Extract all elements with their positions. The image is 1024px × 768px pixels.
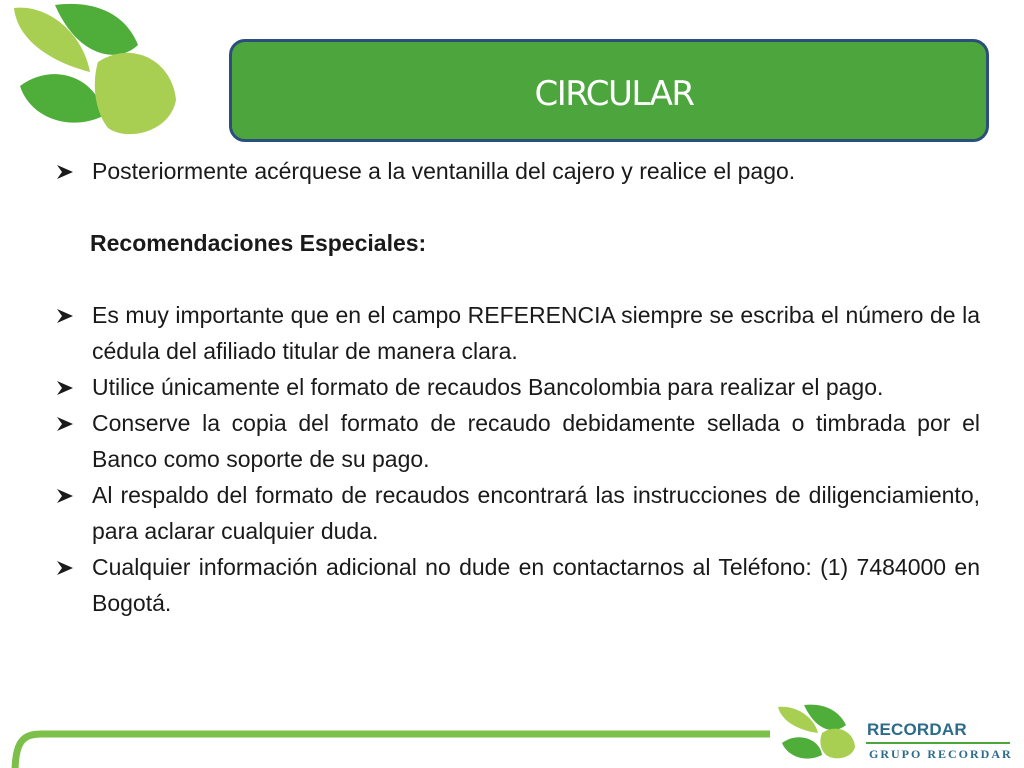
recommendation-item xyxy=(55,549,980,621)
leaf-logo-icon xyxy=(0,0,185,150)
arrow-bullet-icon xyxy=(55,416,75,432)
content-area xyxy=(55,153,980,621)
arrow-bullet-icon xyxy=(55,308,75,324)
brand-group-name: GRUPO RECORDAR xyxy=(869,747,1013,761)
section-subheading: Recomendaciones Especiales: xyxy=(90,230,427,256)
footer-divider xyxy=(10,728,770,768)
recommendation-item xyxy=(55,369,980,405)
recommendation-text: Conserve la copia del formato de recaudo debidamente sellada o timbrada por el Banco como soporte de su pago. xyxy=(92,410,980,472)
arrow-bullet-icon xyxy=(55,488,75,504)
recommendation-text: Al respaldo del formato de recaudos encontrará las instrucciones de diligenciamiento, para aclarar cualquier duda. xyxy=(92,482,980,544)
recommendation-item xyxy=(55,405,980,477)
arrow-bullet-icon xyxy=(55,380,75,396)
recommendation-item xyxy=(55,297,980,369)
intro-bullet xyxy=(55,153,980,189)
title-banner xyxy=(229,39,989,142)
recommendation-item xyxy=(55,477,980,549)
brand-rule xyxy=(866,742,1010,744)
arrow-bullet-icon xyxy=(55,560,75,576)
brand-logo-icon xyxy=(776,703,856,761)
brand-name: RECORDAR xyxy=(867,720,967,739)
recommendation-text: Es muy importante que en el campo REFERENCIA siempre se escriba el número de la cédula del afiliado titular de manera clara. xyxy=(92,302,980,364)
page-title: CIRCULAR xyxy=(534,73,694,114)
arrow-bullet-icon xyxy=(55,164,75,180)
recommendation-text: Utilice únicamente el formato de recaudos Bancolombia para realizar el pago. xyxy=(92,374,884,400)
recommendation-text: Cualquier información adicional no dude en contactarnos al Teléfono: (1) 7484000 en Bogotá. xyxy=(92,554,980,616)
intro-bullet-text: Posteriormente acérquese a la ventanilla del cajero y realice el pago. xyxy=(92,158,796,184)
